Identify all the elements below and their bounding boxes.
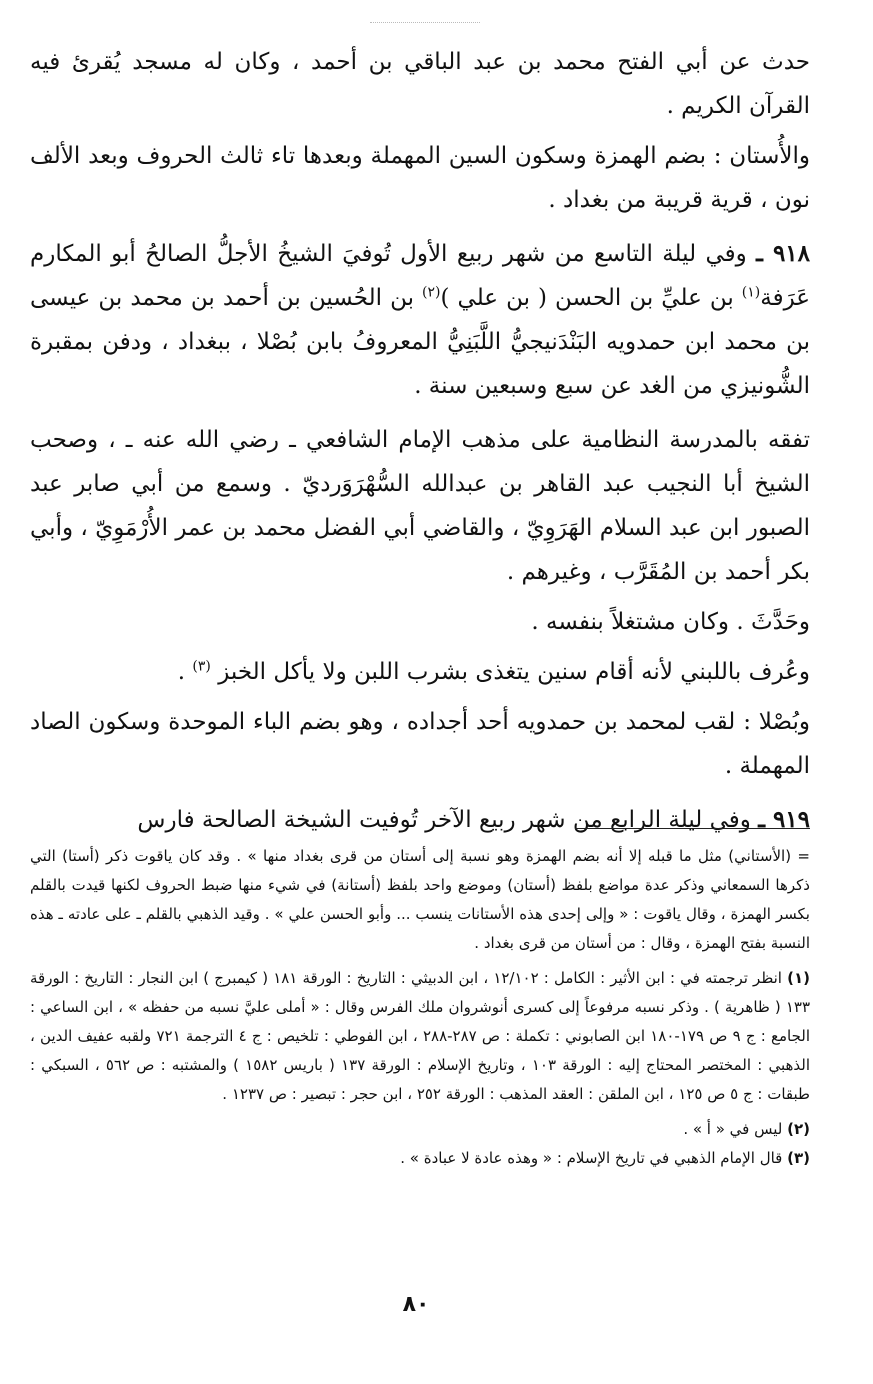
known-as-text: وعُرف باللبني لأنه أقام سنين يتغذى بشرب اللبن ولا يأكل الخبز — [218, 659, 810, 685]
footnote-1-label: (١) — [787, 969, 810, 987]
entry-number-919: ٩١٩ ـ — [758, 806, 810, 833]
entry-918-text-b: بن عليِّ بن الحسن ( بن علي ) — [440, 285, 734, 311]
footnote-separator — [575, 828, 810, 829]
paragraph-ustan-definition: والأُستان : بضم الهمزة وسكون السين المهملة وبعدها تاء ثالث الحروف وبعد الألف نون ، قرية قريبة من بغداد . — [30, 143, 810, 213]
paragraph-busla: وبُصْلا : لقب لمحمد بن حمدويه أحد أجداده ، وهو بضم الباء الموحدة وسكون الصاد المهملة . — [30, 709, 810, 779]
page-number: ٨٠ — [402, 1292, 430, 1317]
footnote-2 — [30, 1115, 810, 1144]
footnote-3-label: (٣) — [787, 1149, 810, 1167]
entry-919 — [30, 798, 810, 842]
entry-918 — [30, 232, 810, 408]
footnote-continuation: = (الأستاني) مثل ما قبله إلا أنه بضم الهمزة وهو نسبة إلى أستان من قرى بغداد منها » . وقد كان ياقوت ذكر (أستا) التي ذكرها السمعاني وذكر عدة مواضع بلفظ (أستان) وموضع واحد بلفظ (أستانة) في شيء منها ضبط الحروف لكنها قيدت بالقلم بكسر الهمزة ، وقال ياقوت : « وإلى إحدى هذه الأستانات ينسب ... وأبو الحسن علي » . وقيد الذهبي بالقلم ـ على عادته ـ هذه النسبة بفتح الهمزة ، وقال : من أستان من قرى بغداد . — [30, 847, 810, 952]
footnote-ref-2: (٢) — [422, 284, 441, 301]
entry-918-text-c: بن الحُسين بن أحمد بن محمد بن عيسى بن محمد ابن حمدويه البَنْدَنيجيُّ اللَّبَنِيُّ المعروفُ بابن بُصْلا ، ببغداد ، ودفن بمقبرة الشُّونيزي من الغد عن سبع وسبعين سنة . — [30, 285, 810, 399]
footnote-2-text: ليس في « أ » . — [683, 1120, 783, 1138]
footnote-ref-3: (٣) — [192, 658, 211, 675]
entry-number-918: ٩١٨ ـ — [756, 240, 811, 267]
known-as-end: . — [177, 659, 186, 685]
entry-918-text-a: وفي ليلة التاسع من شهر ربيع الأول تُوفيَ الشيخُ الأجلُّ الصالحُ أبو المكارم عَرَفة — [30, 241, 811, 311]
footnotes — [30, 842, 810, 1173]
paragraph-study: تفقه بالمدرسة النظامية على مذهب الإمام الشافعي ـ رضي الله عنه ـ ، وصحب الشيخ أبا النجيب عبد القاهر بن عبدالله السُّهْرَوَرديّ . وسمع من أبي صابر عبد الصبور ابن عبد السلام الهَرَوِيّ ، والقاضي أبي الفضل محمد بن عمر الأُرْمَوِيّ ، وأبي بكر أحمد بن المُقَرَّب ، وغيرهم . — [30, 427, 810, 585]
scan-edge-mark — [370, 22, 480, 25]
footnote-ref-1: (١) — [741, 284, 761, 301]
footnote-3 — [30, 1144, 810, 1173]
paragraph-teaching: حدث عن أبي الفتح محمد بن عبد الباقي بن أحمد ، وكان له مسجد يُقرئ فيه القرآن الكريم . — [30, 49, 810, 119]
main-text — [30, 40, 810, 848]
footnote-1-text: انظر ترجمته في : ابن الأثير : الكامل : ١٢/١٠٢ ، ابن الدبيثي : التاريخ : الورقة ١٨١ ( كيمبرج ) ابن النجار : التاريخ : الورقة ١٣٣ ( ظاهرية ) . وذكر نسبه مرفوعاً إلى كسرى أنوشروان ملك الفرس وقال : « أملى عليَّ نسبه من حفظه » ، ابن الساعي : الجامع : ج ٩ ص ١٧٩-١٨٠ ابن الصابوني : تكملة : ص ٢٨٧-٢٨٨ ، ابن الفوطي : تلخيص : ج ٤ الترجمة ٧٢١ ولقبه عفيف الدين ، الذهبي : المختصر المحتاج إليه : الورقة ١٠٣ ، وتاريخ الإسلام : الورقة ١٣٧ ( باريس ١٥٨٢ ) والمشتبه : ص ٥٦٢ ، السبكي : طبقات : ج ٥ ص ١٢٥ ، ابن الملقن : العقد المذهب : الورقة ٢٥٢ ، ابن حجر : تبصير : ص ١٢٣٧ . — [30, 969, 811, 1103]
paragraph-known-as — [30, 650, 810, 694]
footnote-2-label: (٢) — [787, 1120, 810, 1138]
footnote-3-text: قال الإمام الذهبي في تاريخ الإسلام : « وهذه عادة لا عبادة » . — [400, 1149, 783, 1167]
footnote-1 — [30, 964, 810, 1109]
entry-919-text: وفي ليلة الرابع من شهر ربيع الآخر تُوفيت الشيخة الصالحة فارس — [137, 807, 751, 833]
paragraph-taught: وحَدَّثَ . وكان مشتغلاً بنفسه . — [531, 609, 810, 635]
